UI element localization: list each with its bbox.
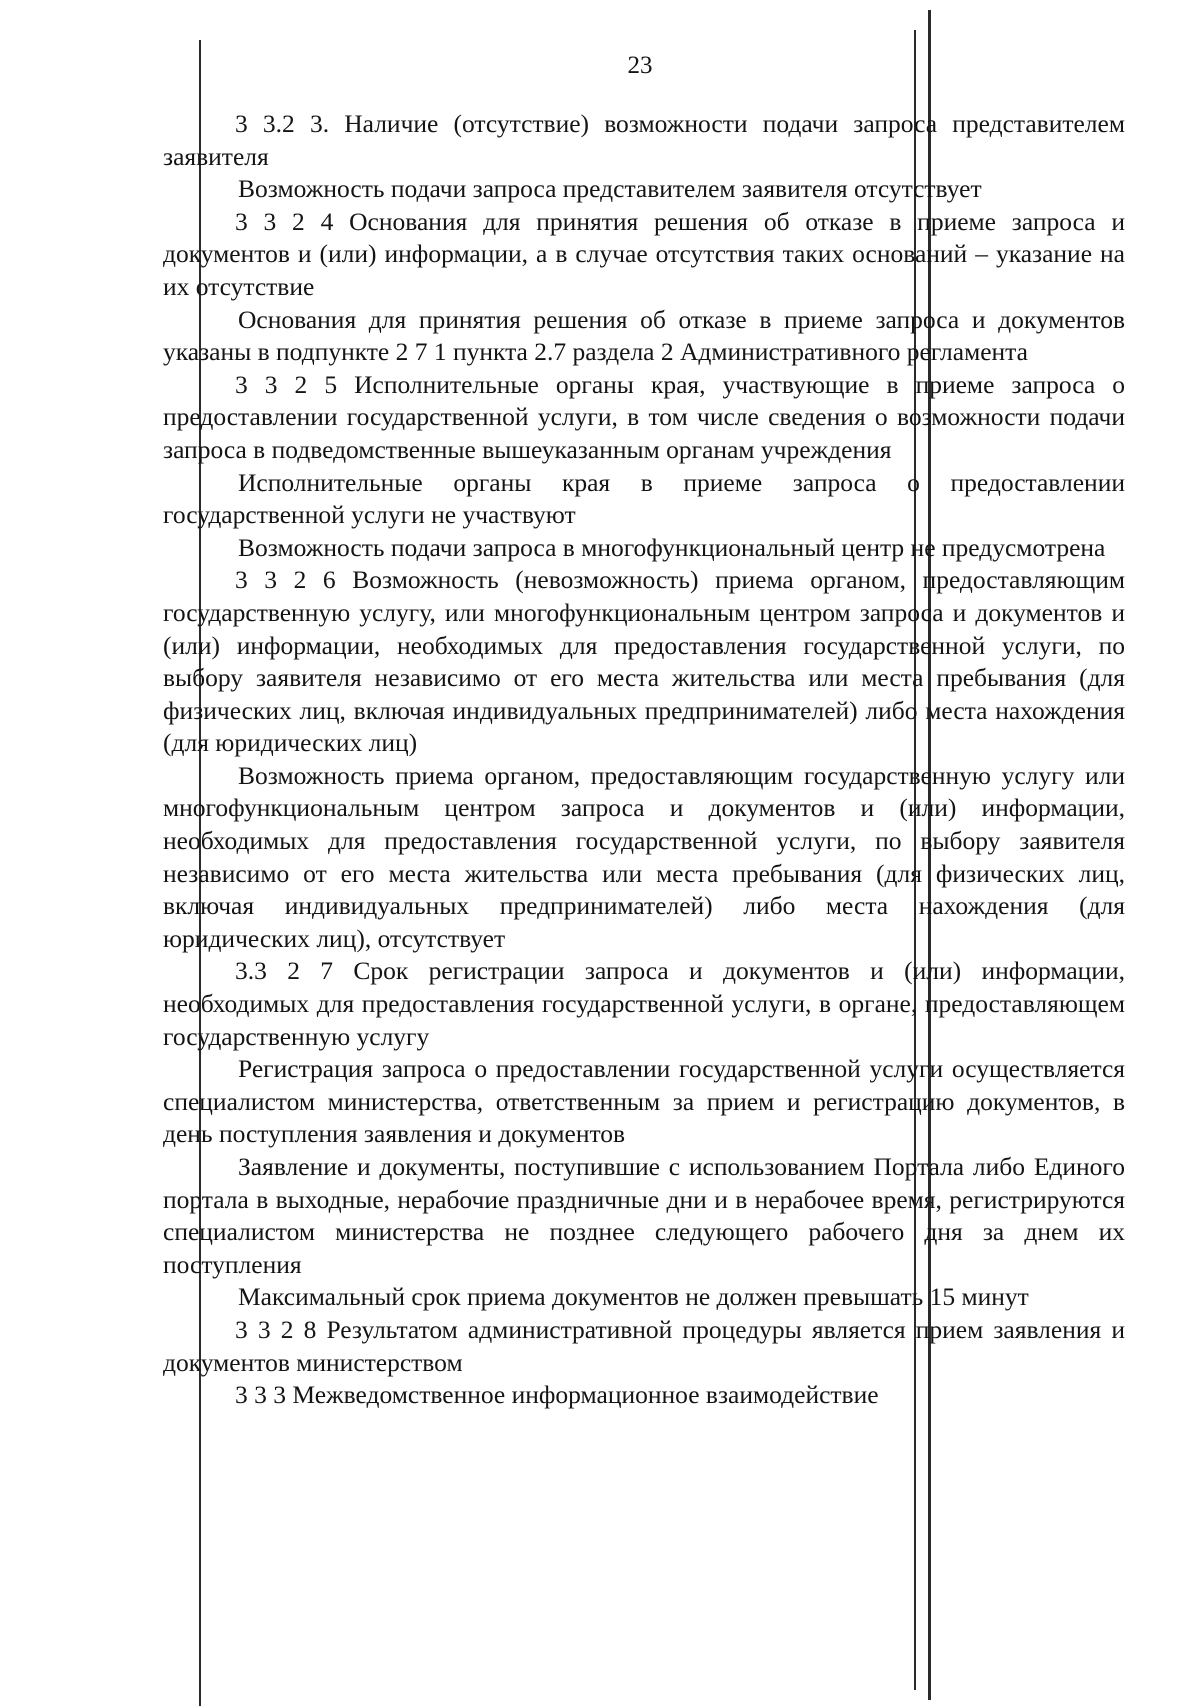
page-number: 23 — [627, 52, 653, 79]
paragraph-333: 3 3 3 Межведомственное информационное взаимодействие — [235, 1380, 879, 1410]
paragraph: Возможность приема органом, предоставляющим государственную услугу или многофункциональным центром запроса и документов и (или) информации, необходимых для предоставления государственной услуги, по выбору заявителя независимо от его места жительства или места пребывания (для физических лиц, включая индивидуальных предпринимателей) либо места нахождения (для юридических лиц), отсутствует — [163, 760, 1125, 953]
paragraph: Исполнительные органы края в приеме запроса о предоставлении государственной услуги не участвуют — [163, 467, 1125, 530]
paragraph: Максимальный срок приема документов не должен превышать 15 минут — [238, 1282, 1029, 1312]
paragraph-3327: 3.3 2 7 Срок регистрации запроса и документов и (или) информации, необходимых для предоставления государственной услуги, в органе, предоставляющем государственную услугу — [163, 956, 1125, 1051]
paragraph-3323: 3 3.2 3. Наличие (отсутствие) возможности подачи запроса представителем заявителя — [163, 109, 1125, 171]
paragraph: Возможность подачи запроса представителем заявителя отсутствует — [238, 174, 982, 204]
paragraph: Возможность подачи запроса в многофункциональный центр не предусмотрена — [238, 532, 1106, 562]
paragraph-3325: 3 3 2 5 Исполнительные органы края, участвующие в приеме запроса о предоставлении государственной услуги, в том числе сведения о возможности подачи запроса в подведомственные вышеуказанным органам учреждения — [163, 369, 1125, 464]
document-body — [163, 108, 1125, 1412]
paragraph-3326: 3 3 2 6 Возможность (невозможность) приема органом, предоставляющим государственную услугу, или многофункциональным центром запроса и документов и (или) информации, необходимых для предоставления государственной услуги, по выбору заявителя независимо от его места жительства или места пребывания (для физических лиц, включая индивидуальных предпринимателей) либо места нахождения (для юридических лиц) — [163, 565, 1125, 758]
paragraph-3324: 3 3 2 4 Основания для принятия решения об отказе в приеме запроса и документов и (или) информации, а в случае отсутствия таких оснований – указание на их отсутствие — [163, 206, 1125, 301]
paragraph: Регистрация запроса о предоставлении государственной услуги осуществляется специалистом министерства, ответственным за прием и регистрацию документов, в день поступления заявления и документов — [163, 1054, 1125, 1149]
paragraph-3328: 3 3 2 8 Результатом административной процедуры является прием заявления и документов министерством — [163, 1314, 1125, 1377]
paragraph: Основания для принятия решения об отказе в приеме запроса и документов указаны в подпункте 2 7 1 пункта 2.7 раздела 2 Административного регламента — [163, 304, 1125, 367]
paragraph: Заявление и документы, поступившие с использованием Портала либо Единого портала в выходные, нерабочие праздничные дни и в нерабочее время, регистрируются специалистом министерства не позднее следующего рабочего дня за днем их поступления — [163, 1152, 1125, 1279]
